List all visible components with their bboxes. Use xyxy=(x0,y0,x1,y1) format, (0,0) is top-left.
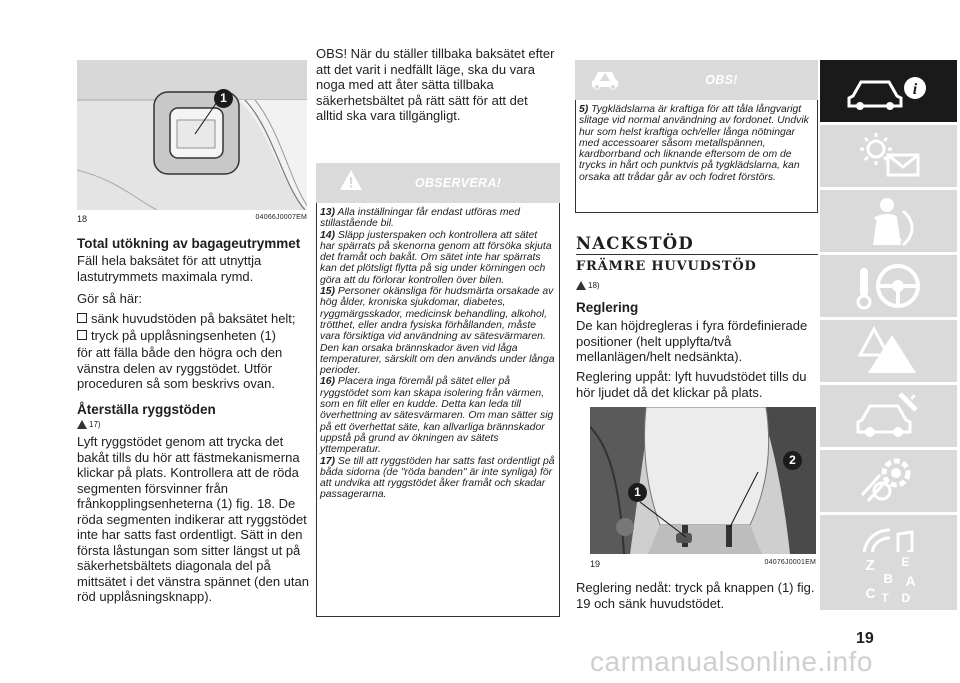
car-warning-icon xyxy=(588,66,622,92)
heading-reglering: Reglering xyxy=(576,300,639,315)
note-15 xyxy=(320,286,555,376)
note-14 xyxy=(320,230,555,286)
obs-box-body xyxy=(575,100,818,213)
sidebar-tab-car-info[interactable] xyxy=(820,60,957,122)
warning-icon xyxy=(77,420,87,429)
paragraph-for-att-falla: för att fälla både den högra och den vänstra delen av ryggstödet. Utför proceduren så som beskrivs ovan. xyxy=(77,345,283,391)
note-number: 13) xyxy=(320,207,336,218)
observera-title: OBSERVERA! xyxy=(414,176,502,190)
figure-19-image xyxy=(590,407,816,554)
subsection-title-framre-huvudstod: FRÄMRE HUVUDSTÖD xyxy=(576,259,757,274)
note-text: Personer okänsliga för hudsmärta orsakade av hög ålder, kroniska sjukdomar, diabetes, ryggmärgsskador, medicinsk behandling, alkohol, trötthet, eller andra fysiska förhållanden, måste vara försiktiga vid användning av sätesvärmaren. Den kan orsaka brännskador även vid låga temperaturer, särskilt om den används under långa perioder. xyxy=(320,286,555,377)
observera-box-body xyxy=(316,203,560,617)
figure-19-caption xyxy=(590,559,816,569)
step-1 xyxy=(77,311,317,327)
step-2-text: tryck på upplåsningsenheten (1) xyxy=(91,328,277,343)
seatbelt-person-icon xyxy=(859,195,919,247)
figure-callout-2: 2 xyxy=(783,451,802,470)
index-letter: Z xyxy=(865,557,875,574)
paragraph-hojdregleras: De kan höjdregleras i fyra fördefinierade positioner (helt upplyfta/två mellanlägen/helt nedsänkta). xyxy=(576,318,808,364)
paragraph-reglering-nedat: Reglering nedåt: tryck på knappen (1) fig. 19 och sänk huvudstödet. xyxy=(576,580,815,611)
sidebar-tab-safety[interactable] xyxy=(820,190,957,252)
note-text: Släpp justerspaken och kontrollera att sätet har spärrats på skenorna genom att försöka skjuta det framåt och bakåt. Om sätet inte har spärrats kan det plötsligt flytta på sig under körningen och göra att du förlorar kontrollen över bilen. xyxy=(320,229,552,286)
paragraph-fall-hela: Fäll hela baksätet för att utnyttja lastutrymmets maximala rymd. xyxy=(77,253,262,284)
figure-code: 04076J0001EM xyxy=(764,559,816,566)
step-2 xyxy=(77,328,317,344)
page-number: 19 xyxy=(856,630,874,647)
note-text: Tygklädslarna är kraftiga för att tåla långvarigt slitage vid normal användning av fordonet. Undvik hur som helst kraftiga och/eller långa nötningar med accessoarer såsom metallspännen, kardborrband och liknande eftersom de om de trycks in hårt och punktvis på tygklädslarna, kan orsaka att trådar går av och fodret förstörs. xyxy=(579,104,809,183)
note-number: 14) xyxy=(320,229,336,241)
index-letter: E xyxy=(901,555,910,569)
note-17 xyxy=(320,456,555,501)
note-13 xyxy=(320,207,555,230)
figure-number: 18 xyxy=(77,214,88,224)
dashboard-warning-icon xyxy=(854,131,924,181)
checkbox-icon xyxy=(77,313,87,323)
note-5 xyxy=(579,104,813,183)
sidebar-tab-index[interactable] xyxy=(820,552,957,610)
index-letter: T xyxy=(881,591,889,605)
car-info-icon xyxy=(847,68,931,114)
sidebar-tab-emergency[interactable] xyxy=(820,320,957,382)
car-service-icon xyxy=(854,390,924,442)
sidebar-tab-technical[interactable] xyxy=(820,450,957,512)
reference-18 xyxy=(576,281,600,290)
warning-triangle-icon xyxy=(338,168,364,192)
figure-code: 04066J0007EM xyxy=(255,214,307,221)
heading-aterstalla: Återställa ryggstöden xyxy=(77,402,216,417)
figure-18-image xyxy=(77,60,307,210)
note-number: 15) xyxy=(320,286,336,298)
reference-number: 17) xyxy=(89,420,101,429)
index-letter: C xyxy=(865,585,876,601)
obs-title: OBS! xyxy=(705,73,738,87)
gear-settings-icon xyxy=(854,455,924,507)
figure-callout-1: 1 xyxy=(628,483,647,502)
warning-icon xyxy=(576,281,586,290)
reference-number: 18) xyxy=(588,281,600,290)
figure-18-caption xyxy=(77,214,307,224)
section-rule xyxy=(576,254,818,255)
note-text: Alla inställningar får endast utföras med stillastående bil. xyxy=(320,207,521,230)
note-number: 16) xyxy=(320,376,336,388)
warning-triangle-road-icon xyxy=(854,325,924,377)
svg-text:i: i xyxy=(912,81,917,98)
figure-number: 19 xyxy=(590,559,601,569)
note-text: Placera inga föremål på sätet eller på ryggstödet som kan skapa isolering från värmen, som en filt eller en kudde. Detta kan leda till överhettning av sätesvärmaren. Om man sätter sig på ett överhettat säte, kan allvarliga brännskador uppstå på grund av ökningen av sätets yttemperatur. xyxy=(320,376,554,456)
sidebar-tab-dashboard[interactable] xyxy=(820,125,957,187)
paragraph-obs-baksatet: OBS! När du ställer tillbaka baksätet efter att det varit i nedfällt läge, ska du vara noga med att åter sätta tillbaka säkerhetsbältet på rätt sätt för att det alltid ska vara tillgängligt. xyxy=(316,46,555,123)
index-icon xyxy=(854,555,924,607)
paragraph-reglering-uppat: Reglering uppåt: lyft huvudstödet tills du hör ljudet då det klickar på plats. xyxy=(576,369,807,400)
note-number: 5) xyxy=(579,104,589,115)
steering-key-icon xyxy=(854,260,924,312)
step-1-text: sänk huvudstöden på baksätet helt; xyxy=(91,311,296,326)
note-number: 17) xyxy=(320,455,336,467)
note-16 xyxy=(320,376,555,455)
watermark: carmanualsonline.info xyxy=(590,646,873,677)
note-text: Se till att ryggstöden har satts fast ordentligt på båda sidorna (de "röda banden" är inte synliga) för att undvika att ryggstödet åker framåt och skadar passagerarna. xyxy=(320,455,555,501)
index-letter: A xyxy=(905,573,916,589)
section-title-nackstod: NACKSTÖD xyxy=(576,234,694,253)
heading-total-utokning: Total utökning av bagageutrymmet xyxy=(77,236,301,251)
checkbox-icon xyxy=(77,330,87,340)
sidebar-tab-driving[interactable] xyxy=(820,255,957,317)
sidebar-tab-service[interactable] xyxy=(820,385,957,447)
index-letter: B xyxy=(883,571,893,586)
paragraph-gor-sa-har: Gör så här: xyxy=(77,291,143,306)
paragraph-lyft-ryggstodet: Lyft ryggstödet genom att trycka det bakåt tills du hör att fästmekanismerna klickar på plats. Kontrollera att de röda segmenten försvinner från frånkopplingsenheterna (1) fig. 18. De röda segmenten indikerar att ryggstödet inte har satts fast ordentligt. Sätt in den första låstungan som sitter längst ut på säkerhetsbältets diagonala del på mittsätet i det vänstra spännet (den utan röd upplåsningsknapp). xyxy=(77,434,309,604)
index-letter: D xyxy=(901,591,911,605)
reference-17 xyxy=(77,420,101,429)
figure-callout-1: 1 xyxy=(214,89,233,108)
